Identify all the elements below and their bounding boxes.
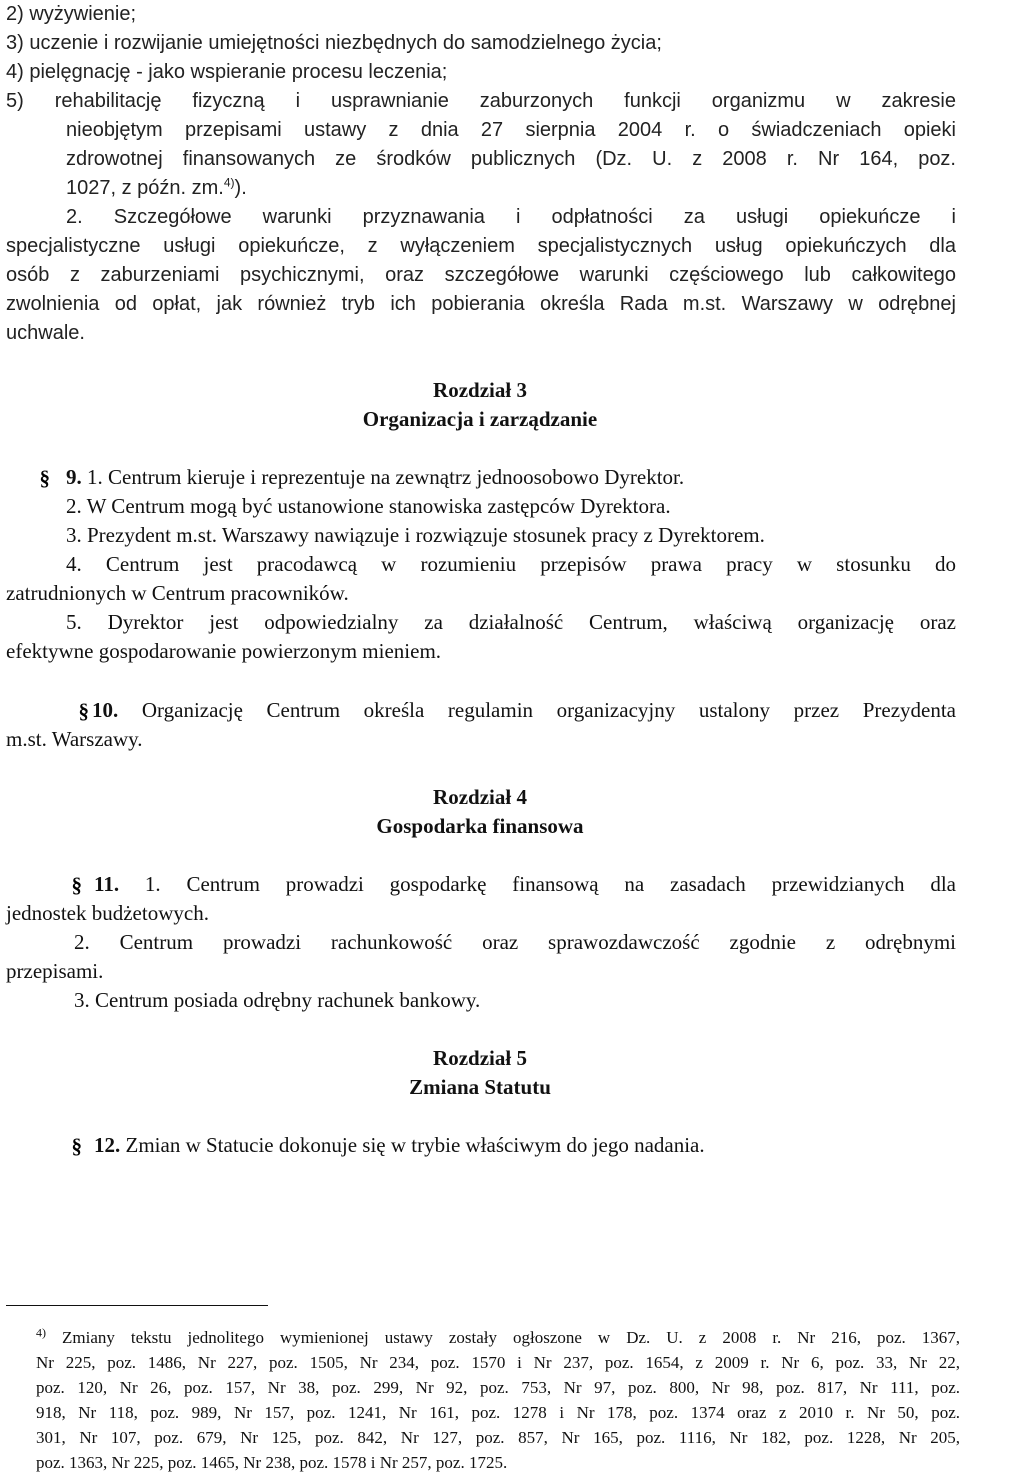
chapter-3-number: Rozdział 3 xyxy=(433,378,527,402)
para2-line5: uchwale. xyxy=(6,322,85,344)
section-symbol-icon xyxy=(60,1131,90,1160)
footnote-marker: 4) xyxy=(36,1325,46,1340)
footnote-line5: 301, Nr 107, poz. 679, Nr 125, poz. 842, Nr 127, poz. 857, Nr 165, poz. 1116, Nr 182, poz. 1228, Nr 205, xyxy=(36,1428,960,1447)
sec9-p3: 3. Prezydent m.st. Warszawy nawiązuje i rozwiązuje stosunek pracy z Dyrektorem. xyxy=(66,523,765,547)
list-item-5-line2: nieobjętym przepisami ustawy z dnia 27 sierpnia 2004 r. o świadczeniach opieki xyxy=(66,119,956,141)
section-symbol-9 xyxy=(6,463,60,492)
para2-line1: 2. Szczegółowe warunki przyznawania i odpłatności za usługi opiekuńcze i xyxy=(66,206,956,228)
sec10-line1 xyxy=(92,696,956,725)
sec11-p1-line1 xyxy=(94,870,956,899)
sec11-p1-line2: jednostek budżetowych. xyxy=(6,901,209,925)
footnote-line2: Nr 225, poz. 1486, Nr 227, poz. 1505, Nr 234, poz. 1570 i Nr 237, poz. 1654, z 2009 r. Nr 6, poz. 33, Nr 22, xyxy=(36,1353,960,1372)
para2-line3: osób z zaburzeniami psychicznymi, oraz szczegółowe warunki częściowego lub całkowitego xyxy=(6,264,956,286)
list-item-5-line1: 5) rehabilitację fizyczną i usprawnianie zaburzonych funkcji organizmu w zakresie xyxy=(6,90,956,112)
section-symbol-icon xyxy=(60,870,90,899)
sec11-p3: 3. Centrum posiada odrębny rachunek bankowy. xyxy=(74,988,481,1012)
section-mark-10: 10. xyxy=(92,698,119,722)
list-item-3: 3) uczenie i rozwijanie umiejętności niezbędnych do samodzielnego życia; xyxy=(6,32,662,54)
sec9-p2: 2. W Centrum mogą być ustanowione stanowiska zastępców Dyrektora. xyxy=(66,494,671,518)
footnote-line6: poz. 1363, Nr 225, poz. 1465, Nr 238, poz. 1578 i Nr 257, poz. 1725. xyxy=(36,1453,508,1472)
sec9-p4-line1: 4. Centrum jest pracodawcą w rozumieniu przepisów prawa pracy w stosunku do xyxy=(66,552,956,576)
sec11-p2-line1: 2. Centrum prowadzi rachunkowość oraz sprawozdawczość zgodnie z odrębnymi xyxy=(74,930,956,954)
section-symbol-icon xyxy=(6,696,89,725)
chapter-5-number: Rozdział 5 xyxy=(433,1046,527,1070)
section-symbol-icon xyxy=(6,463,60,492)
svg-text:§: § xyxy=(71,1134,82,1158)
list-item-4: 4) pielęgnację - jako wspieranie procesu leczenia; xyxy=(6,61,448,83)
footnote-divider xyxy=(6,1305,268,1306)
sec9-p4-line2: zatrudnionych w Centrum pracowników. xyxy=(6,581,349,605)
list-item-5-line4 xyxy=(66,174,956,203)
footnote-ref: 4) xyxy=(223,175,235,190)
footnote-line3: poz. 120, Nr 26, poz. 157, Nr 38, poz. 299, Nr 92, poz. 753, Nr 97, poz. 800, Nr 98, poz. 817, Nr 111, poz. xyxy=(36,1378,960,1397)
svg-text:§: § xyxy=(78,699,89,723)
list-item-5-text: 1027, z późn. zm. xyxy=(66,177,224,199)
para2-line4: zwolnienia od opłat, jak również tryb ich pobierania określa Rada m.st. Warszawy w odrębnej xyxy=(6,293,956,315)
sec12-line xyxy=(94,1131,956,1160)
chapter-4-title: Gospodarka finansowa xyxy=(376,814,584,838)
sec10-line1-text: Organizację Centrum określa regulamin organizacyjny ustalony przez Prezydenta xyxy=(118,698,956,722)
list-item-5-end: ). xyxy=(234,177,247,199)
section-symbol-12 xyxy=(60,1131,90,1160)
sec9-p5-line1: 5. Dyrektor jest odpowiedzialny za działalność Centrum, właściwą organizację oraz xyxy=(66,610,956,634)
sec9-p5-line2: efektywne gospodarowanie powierzonym mieniem. xyxy=(6,639,442,663)
chapter-5-title: Zmiana Statutu xyxy=(409,1075,551,1099)
sec11-p1-line1-text: 1. Centrum prowadzi gospodarkę finansową na zasadach przewidzianych dla xyxy=(119,872,956,896)
sec10-line2: m.st. Warszawy. xyxy=(6,727,143,751)
list-item-5-line3: zdrowotnej finansowanych ze środków publicznych (Dz. U. z 2008 r. Nr 164, poz. xyxy=(66,148,956,170)
section-symbol-11 xyxy=(60,870,90,899)
footnote-line4: 918, Nr 118, poz. 989, Nr 157, poz. 1241, Nr 161, poz. 1278 i Nr 178, poz. 1374 oraz z 2010 r. Nr 50, poz. xyxy=(36,1403,960,1422)
chapter-3-title: Organizacja i zarządzanie xyxy=(362,407,598,431)
section-mark-11: 11. xyxy=(94,872,120,896)
section-mark-9: 9. xyxy=(66,465,82,489)
svg-text:§: § xyxy=(71,873,82,897)
svg-text:§: § xyxy=(39,466,50,490)
list-item-2: 2) wyżywienie; xyxy=(6,3,137,25)
sec9-p1-text: 1. Centrum kieruje i reprezentuje na zewnątrz jednoosobowo Dyrektor. xyxy=(81,465,685,489)
sec12-text: Zmian w Statucie dokonuje się w trybie właściwym do jego nadania. xyxy=(120,1133,705,1157)
chapter-4-number: Rozdział 4 xyxy=(433,785,527,809)
footnote-line1-text: Zmiany tekstu jednolitego wymienionej ustawy zostały ogłoszone w Dz. U. z 2008 r. Nr 216, poz. 1367, xyxy=(62,1328,960,1347)
footnote-line1 xyxy=(36,1325,960,1350)
section-mark-12: 12. xyxy=(94,1133,121,1157)
sec9-p1 xyxy=(66,463,1016,492)
section-symbol-10 xyxy=(6,696,89,725)
sec11-p2-line2: przepisami. xyxy=(6,959,104,983)
para2-line2: specjalistyczne usługi opiekuńcze, z wyłączeniem specjalistycznych usług opiekuńczych dla xyxy=(6,235,956,257)
